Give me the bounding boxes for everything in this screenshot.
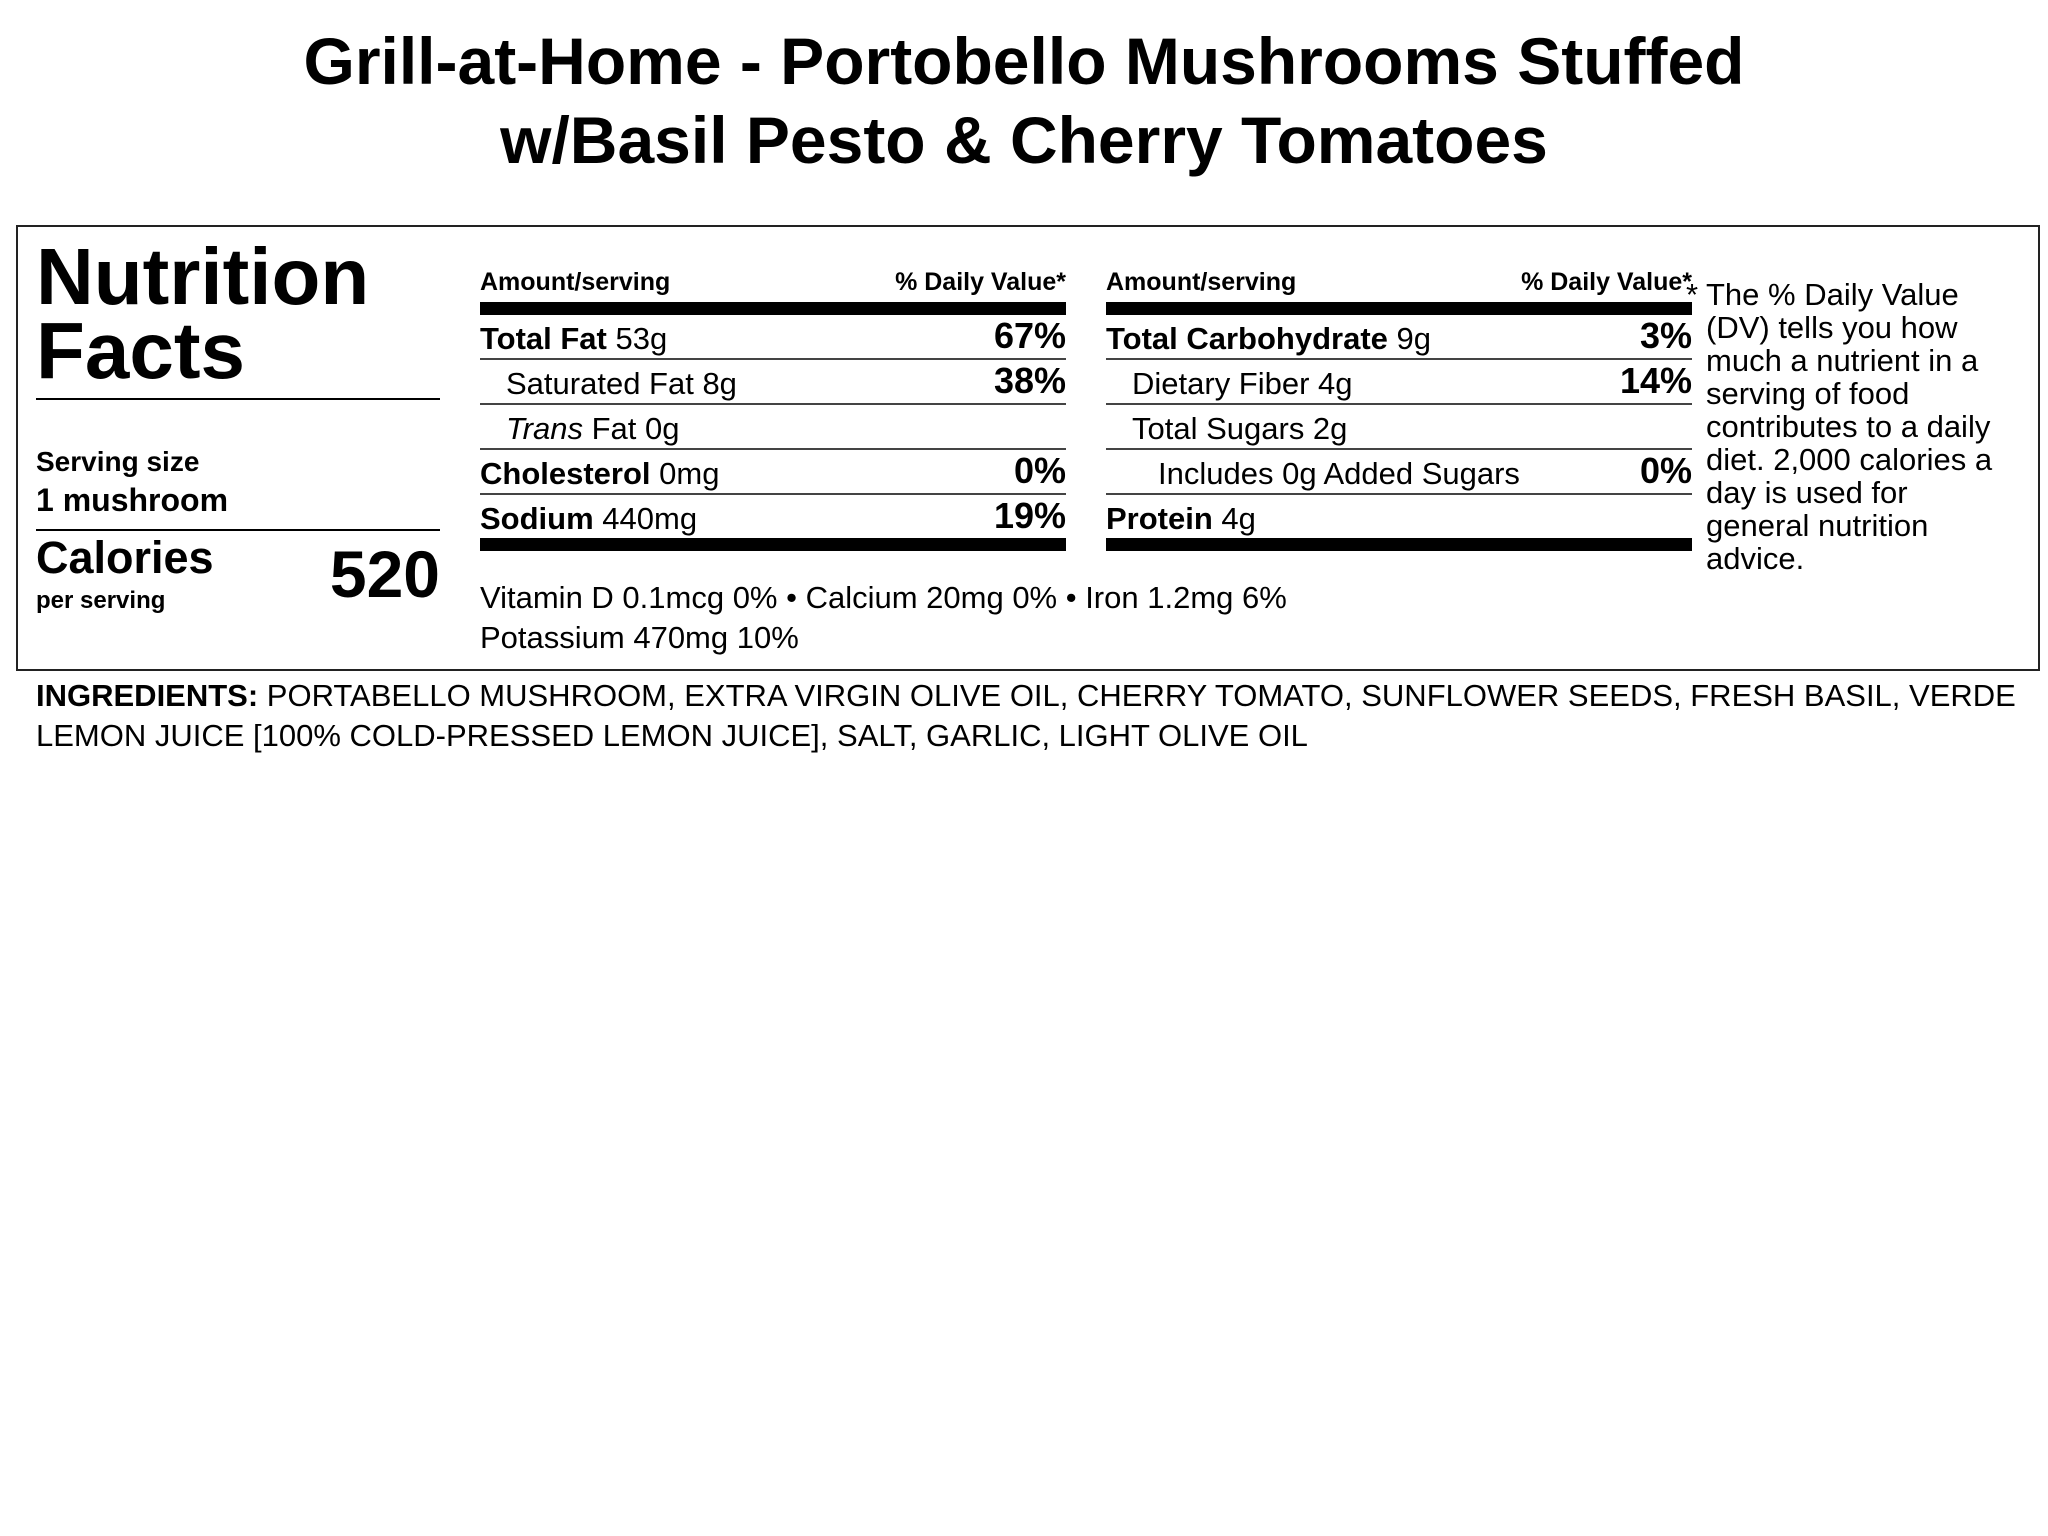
nutrient-percent: 19% <box>993 495 1066 536</box>
nutrient-name: Includes 0g Added Sugars <box>1158 456 1520 491</box>
amount-per-serving-header: Amount/serving <box>480 268 671 296</box>
amount-per-serving-header: Amount/serving <box>1106 268 1297 296</box>
vitamins-line-1: Vitamin D 0.1mcg 0% • Calcium 20mg 0% • Iron 1.2mg 6% <box>480 580 1287 615</box>
nutrient-percent: 3% <box>1639 315 1692 356</box>
nutrient-table-right <box>1106 264 1692 551</box>
nutrient-row-sodium <box>480 495 1066 551</box>
daily-value-header: % Daily Value* <box>1521 268 1692 296</box>
nutrient-row-protein <box>1106 495 1692 551</box>
footnote-asterisk: * <box>1686 277 1699 312</box>
calories-per-serving: per serving <box>36 587 166 614</box>
nutrition-facts-heading <box>36 232 370 395</box>
daily-value-footnote <box>1686 277 2006 576</box>
ingredients-label: INGREDIENTS: <box>36 678 259 713</box>
heading-divider <box>36 398 440 400</box>
nutrient-row-total-sugars <box>1106 405 1692 450</box>
daily-value-header: % Daily Value* <box>895 268 1066 296</box>
nutrient-name: Protein 4g <box>1106 501 1256 536</box>
nutrient-table-left <box>480 264 1066 551</box>
ingredients-list: PORTABELLO MUSHROOM, EXTRA VIRGIN OLIVE OIL, CHERRY TOMATO, SUNFLOWER SEEDS, FRESH BASIL, VERDE LEMON JUICE [100% COLD-PRESSED LEMON JUICE], SALT, GARLIC, LIGHT OLIVE OIL <box>36 678 2016 753</box>
heading-line-1: Nutrition <box>36 232 370 321</box>
table-header <box>1106 264 1692 315</box>
nutrient-percent: 67% <box>993 315 1066 356</box>
product-title-line-2: w/Basil Pesto & Cherry Tomatoes <box>500 103 1548 177</box>
nutrient-row-trans-fat <box>480 405 1066 450</box>
heading-line-2: Facts <box>36 306 245 395</box>
nutrient-name: Dietary Fiber 4g <box>1132 366 1353 401</box>
product-title-line-1: Grill-at-Home - Portobello Mushrooms Stuffed <box>303 24 1745 98</box>
nutrient-percent: 0% <box>1013 450 1066 491</box>
nutrient-row-added-sugars <box>1106 450 1692 495</box>
nutrient-row-total-fat <box>480 315 1066 360</box>
nutrient-name: Trans Fat 0g <box>506 411 680 446</box>
nutrient-name: Saturated Fat 8g <box>506 366 737 401</box>
nutrient-row-saturated-fat <box>480 360 1066 405</box>
nutrient-row-dietary-fiber <box>1106 360 1692 405</box>
calories-value: 520 <box>329 537 440 611</box>
nutrient-name: Cholesterol 0mg <box>480 456 720 491</box>
nutrient-name: Total Sugars 2g <box>1132 411 1348 446</box>
table-header <box>480 264 1066 315</box>
calories-label: Calories <box>36 532 214 583</box>
vitamins-line-2: Potassium 470mg 10% <box>480 620 799 655</box>
nutrient-percent: 0% <box>1639 450 1692 491</box>
vitamins-minerals <box>480 578 1287 658</box>
nutrient-row-cholesterol <box>480 450 1066 495</box>
serving-divider <box>36 529 440 531</box>
nutrient-name: Total Fat 53g <box>480 321 668 356</box>
nutrient-row-total-carbohydrate <box>1106 315 1692 360</box>
nutrient-percent: 14% <box>1619 360 1692 401</box>
ingredients-statement <box>36 676 2026 756</box>
serving-size-value: 1 mushroom <box>36 482 229 518</box>
footnote-text: The % Daily Value (DV) tells you how much a nutrient in a serving of food contributes to a daily diet. 2,000 calories a day is used for general nutrition advice. <box>1706 277 1993 576</box>
serving-size-label: Serving size <box>36 446 200 477</box>
product-title <box>0 22 2048 180</box>
nutrient-percent: 38% <box>993 360 1066 401</box>
nutrient-name: Sodium 440mg <box>480 501 698 536</box>
nutrient-name: Total Carbohydrate 9g <box>1106 321 1432 356</box>
